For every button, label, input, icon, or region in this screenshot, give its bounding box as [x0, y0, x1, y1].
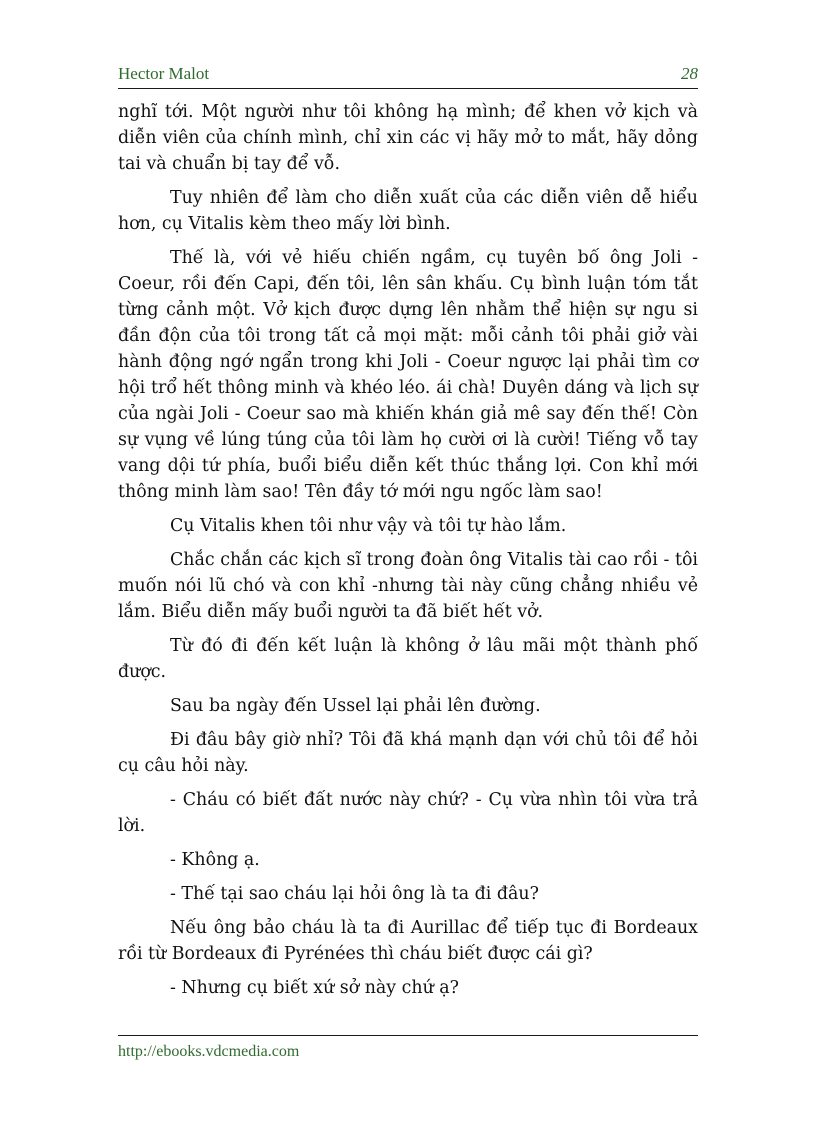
- paragraph: Đi đâu bây giờ nhỉ? Tôi đã khá mạnh dạn với chủ tôi để hỏi cụ câu hỏi này.: [118, 730, 698, 776]
- paragraph: nghĩ tới. Một người như tôi không hạ mình; để khen vở kịch và diễn viên của chính mình, chỉ xin các vị hãy mở to mắt, hãy dỏng tai và chuẩn bị tay để vỗ.: [118, 102, 698, 174]
- body-text: [118, 99, 698, 1009]
- paragraph: Từ đó đi đến kết luận là không ở lâu mãi một thành phố được.: [118, 636, 698, 682]
- footer-link[interactable]: http://ebooks.vdcmedia.com: [118, 1043, 300, 1060]
- paragraph: - Nhưng cụ biết xứ sở này chứ ạ?: [170, 978, 460, 998]
- paragraph: Tuy nhiên để làm cho diễn xuất của các diễn viên dễ hiểu hơn, cụ Vitalis kèm theo mấy lời bình.: [118, 188, 698, 234]
- paragraph: Sau ba ngày đến Ussel lại phải lên đường.: [170, 696, 541, 716]
- header-author: Hector Malot: [118, 64, 210, 83]
- paragraph: - Thế tại sao cháu lại hỏi ông là ta đi đâu?: [170, 884, 539, 904]
- paragraph: Cụ Vitalis khen tôi như vậy và tôi tự hào lắm.: [170, 516, 567, 536]
- paragraph: - Cháu có biết đất nước này chứ? - Cụ vừa nhìn tôi vừa trả lời.: [118, 790, 698, 836]
- paragraph: Chắc chắn các kịch sĩ trong đoàn ông Vitalis tài cao rồi - tôi muốn nói lũ chó và con khỉ -nhưng tài này cũng chẳng nhiều vẻ lắm. Biểu diễn mấy buổi người ta đã biết hết vở.: [118, 550, 698, 622]
- page-header: [118, 62, 698, 89]
- paragraph: Nếu ông bảo cháu là ta đi Aurillac để tiếp tục đi Bordeaux rồi từ Bordeaux đi Pyrénées thì cháu biết được cái gì?: [118, 918, 698, 964]
- paragraph: - Không ạ.: [170, 850, 260, 870]
- paragraph: Thế là, với vẻ hiếu chiến ngầm, cụ tuyên bố ông Joli - Coeur, rồi đến Capi, đến tôi, lên sân khấu. Cụ bình luận tóm tắt từng cảnh một. Vở kịch được dựng lên nhằm thể hiện sự ngu si đần độn của tôi trong tất cả mọi mặt: mỗi cảnh tôi phải giở vài hành động ngớ ngẩn trong khi Joli - Coeur ngược lại phải tìm cơ hội trổ hết thông minh và khéo léo. ái chà! Duyên dáng và lịch sự của ngài Joli - Coeur sao mà khiến khán giả mê say đến thế! Còn sự vụng về lúng túng của tôi làm họ cười ơi là cười! Tiếng vỗ tay vang dội tứ phía, buổi biểu diễn kết thúc thắng lợi. Con khỉ mới thông minh làm sao! Tên đầy tớ mới ngu ngốc làm sao!: [118, 248, 698, 502]
- footer-divider: [118, 1035, 698, 1036]
- header-page-number: 28: [681, 64, 698, 83]
